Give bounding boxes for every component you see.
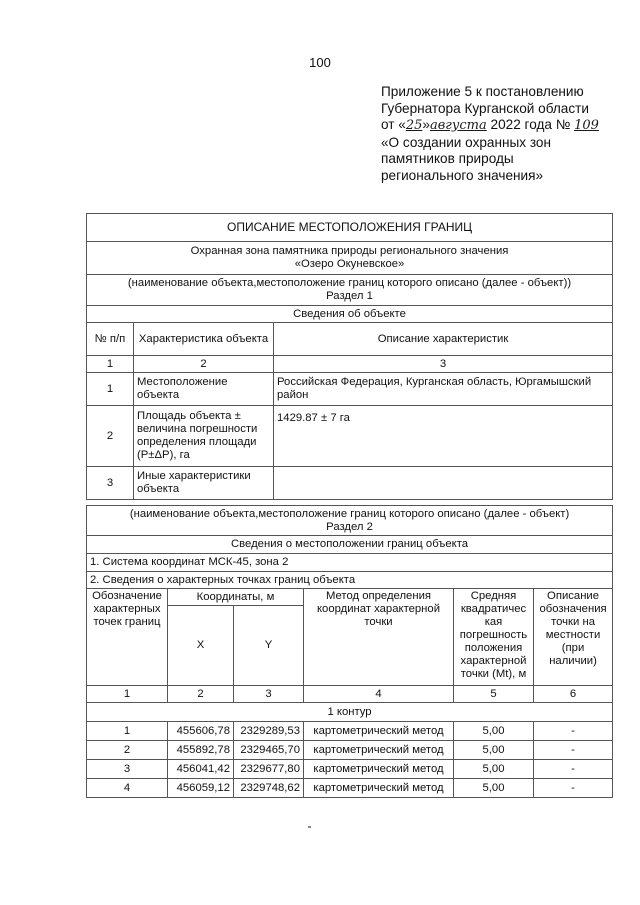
header-point-description: Описание обозначения точки на местности (при наличии) — [534, 589, 613, 686]
handwritten-day: 25 — [405, 118, 423, 133]
row-description: Российская Федерация, Курганская область, Юргамышский район — [274, 373, 613, 406]
point-x: 455892,78 — [168, 741, 234, 760]
header-number: № п/п — [87, 323, 134, 356]
appendix-line-1: Приложение 5 к постановлению — [381, 84, 584, 99]
table-row — [87, 406, 613, 467]
row-number: 3 — [87, 467, 134, 500]
header-coordinates: Координаты, м — [168, 589, 304, 606]
point-method: картометрический метод — [304, 760, 454, 779]
header-method: Метод определения координат характерной точки — [304, 589, 454, 686]
appendix-line-5: памятников природы — [381, 151, 514, 166]
point-id: 4 — [87, 779, 168, 798]
row-description: 1429.87 ± 7 га — [274, 406, 613, 467]
row-characteristic: Иные характеристики объекта — [134, 467, 274, 500]
section-2-caption — [87, 506, 613, 536]
section-1-label: Раздел 1 — [326, 290, 373, 302]
point-method: картометрический метод — [304, 722, 454, 741]
appendix-line-3 — [381, 117, 599, 135]
date-quote: » — [422, 117, 430, 132]
point-id: 2 — [87, 741, 168, 760]
page-number: 100 — [309, 55, 331, 70]
point-error: 5,00 — [454, 722, 534, 741]
appendix-line-6: регионального значения» — [381, 167, 544, 183]
point-description: - — [534, 779, 613, 798]
appendix-line-2: Губернатора Курганской области — [381, 100, 589, 116]
point-error: 5,00 — [454, 760, 534, 779]
boundary-points-table — [86, 505, 613, 798]
col-number-2: 2 — [168, 686, 234, 703]
point-method: картометрический метод — [304, 779, 454, 798]
row-characteristic: Местоположение объекта — [134, 373, 274, 406]
date-year: 2022 года № — [486, 117, 575, 132]
date-prefix: от « — [381, 117, 406, 132]
table-row — [87, 741, 613, 760]
object-info-table — [86, 213, 613, 500]
header-characteristic: Характеристика объекта — [134, 323, 274, 356]
point-y: 2329465,70 — [234, 741, 304, 760]
row-characteristic: Площадь объекта ± величина погрешности определения площади (Р±ΔР), га — [134, 406, 274, 467]
col-number-1: 1 — [87, 356, 134, 373]
handwritten-month: августа — [429, 118, 487, 133]
header-x: X — [168, 606, 234, 686]
appendix-line-4: «О создании охранных зон — [381, 134, 551, 150]
appendix-header — [381, 84, 599, 184]
scan-speck — [308, 826, 311, 828]
col-number-5: 5 — [454, 686, 534, 703]
header-error: Средняя квадратичес кая погрешность положения характерной точки (Mt), м — [454, 589, 534, 686]
point-id: 3 — [87, 760, 168, 779]
table-row — [87, 722, 613, 741]
point-id: 1 — [87, 722, 168, 741]
table-row — [87, 760, 613, 779]
row-description — [274, 467, 613, 500]
point-description: - — [534, 741, 613, 760]
point-x: 455606,78 — [168, 722, 234, 741]
header-point: Обозначение характерных точек границ — [87, 589, 168, 686]
col-number-1: 1 — [87, 686, 168, 703]
table-row — [87, 467, 613, 500]
object-name — [87, 242, 613, 275]
point-x: 456041,42 — [168, 760, 234, 779]
point-error: 5,00 — [454, 779, 534, 798]
point-description: - — [534, 760, 613, 779]
table-row — [87, 779, 613, 798]
points-info-label: 2. Сведения о характерных точках границ объекта — [87, 572, 613, 589]
row-number: 1 — [87, 373, 134, 406]
section-1-caption — [87, 275, 613, 306]
point-method: картометрический метод — [304, 741, 454, 760]
table-row — [87, 373, 613, 406]
object-info-subheader: Сведения об объекте — [87, 306, 613, 323]
col-number-2: 2 — [134, 356, 274, 373]
section-2-label: Раздел 2 — [326, 520, 373, 533]
section-1-note: (наименование объекта,местоположение границ которого описано (далее - объект)) — [127, 277, 572, 289]
document-title: ОПИСАНИЕ МЕСТОПОЛОЖЕНИЯ ГРАНИЦ — [87, 214, 613, 242]
header-y: Y — [234, 606, 304, 686]
object-name-line-2: «Озеро Окуневское» — [294, 258, 405, 270]
section-2-note: (наименование объекта,местоположение границ которого описано (далее - объект) — [129, 507, 570, 520]
point-y: 2329289,53 — [234, 722, 304, 741]
boundary-subheader: Сведения о местоположении границ объекта — [87, 536, 613, 554]
row-number: 2 — [87, 406, 134, 467]
col-number-4: 4 — [304, 686, 454, 703]
coordinate-system: 1. Система координат МСК-45, зона 2 — [87, 554, 613, 572]
object-name-line-1: Охранная зона памятника природы регионального значения — [190, 245, 509, 257]
point-y: 2329748,62 — [234, 779, 304, 798]
col-number-3: 3 — [234, 686, 304, 703]
point-description: - — [534, 722, 613, 741]
contour-label: 1 контур — [87, 703, 613, 722]
point-y: 2329677,80 — [234, 760, 304, 779]
header-description: Описание характеристик — [274, 323, 613, 356]
handwritten-number: 109 — [574, 118, 599, 133]
col-number-3: 3 — [274, 356, 613, 373]
point-error: 5,00 — [454, 741, 534, 760]
col-number-6: 6 — [534, 686, 613, 703]
point-x: 456059,12 — [168, 779, 234, 798]
